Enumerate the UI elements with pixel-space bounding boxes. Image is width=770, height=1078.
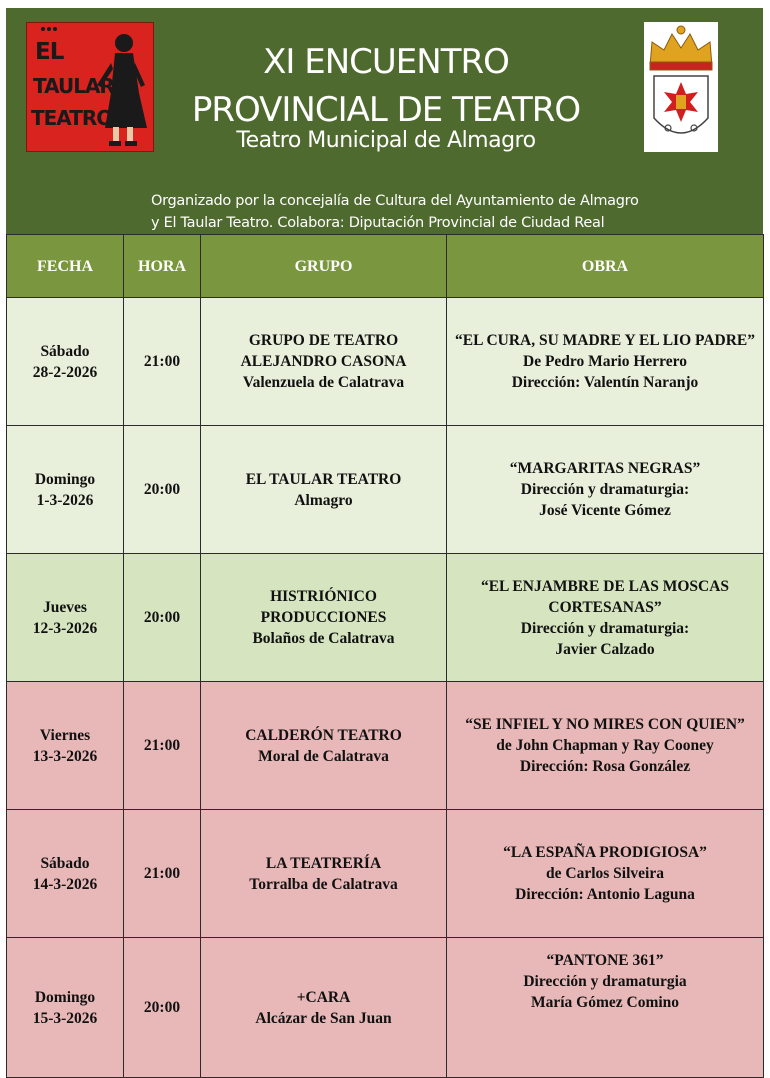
fecha-day: Domingo (34, 470, 96, 488)
obra-cell (447, 426, 764, 554)
grupo-cell (201, 426, 447, 554)
fecha-cell (7, 810, 124, 938)
grupo-line: Alcázar de San Juan (255, 1009, 392, 1027)
grupo-line: Valenzuela de Calatrava (242, 374, 405, 391)
fecha-cell (7, 682, 124, 810)
grupo-line: Torralba de Calatrava (249, 875, 398, 893)
grupo-line: Moral de Calatrava (258, 747, 389, 765)
obra-title: “LA ESPAÑA PRODIGIOSA” (503, 844, 707, 861)
table-header-row (7, 235, 764, 298)
poster-header (6, 8, 763, 235)
table-row (7, 682, 764, 810)
hora-cell: 20:00 (124, 426, 201, 554)
fecha-day: Viernes (39, 726, 91, 744)
grupo-cell (201, 938, 447, 1078)
obra-cell (447, 682, 764, 810)
fecha-date: 12-3-2026 (32, 619, 98, 637)
table-row (7, 554, 764, 682)
grupo-line: CALDERÓN TEATRO (245, 726, 402, 744)
organizer-line-1: Organizado por la concejalía de Cultura del Ayuntamiento de Almagro (151, 193, 639, 209)
grupo-line: ALEJANDRO CASONA (240, 353, 407, 370)
hora-cell: 21:00 (124, 682, 201, 810)
obra-line: Javier Calzado (555, 640, 655, 658)
fecha-date: 28-2-2026 (32, 363, 98, 381)
grupo-line: Bolaños de Calatrava (252, 630, 395, 647)
grupo-line: +CARA (296, 988, 351, 1006)
coat-of-arms-icon (644, 22, 718, 152)
fecha-cell (7, 554, 124, 682)
fecha-cell (7, 426, 124, 554)
grupo-line: HISTRIÓNICO (270, 588, 377, 605)
header-hora: HORA (124, 235, 201, 298)
obra-cell (447, 554, 764, 682)
header-obra: OBRA (447, 235, 764, 298)
obra-title: “EL ENJAMBRE DE LAS MOSCAS CORTESANAS” (480, 577, 730, 616)
obra-cell (447, 938, 764, 1078)
fecha-date: 13-3-2026 (32, 747, 98, 765)
poster-title (156, 38, 616, 134)
el-taular-teatro-logo (26, 22, 154, 152)
fecha-date: 1-3-2026 (36, 491, 94, 509)
hora-cell: 21:00 (124, 298, 201, 426)
schedule-table (6, 234, 764, 1078)
fecha-cell (7, 938, 124, 1078)
hora-cell: 20:00 (124, 938, 201, 1078)
obra-line: Dirección y dramaturgia: (520, 481, 690, 498)
obra-line: de John Chapman y Ray Cooney (496, 737, 714, 754)
fecha-date: 14-3-2026 (32, 875, 98, 893)
logo-text-taular: TAULAR (33, 74, 114, 98)
grupo-line: LA TEATRERÍA (265, 854, 382, 872)
title-line-2: PROVINCIAL DE TEATRO (191, 90, 581, 130)
fecha-day: Jueves (43, 598, 87, 616)
fecha-day: Sábado (40, 342, 90, 360)
organizer-line-2: y El Taular Teatro. Colabora: Diputación Provincial de Ciudad Real (151, 215, 605, 231)
title-line-1: XI ENCUENTRO (263, 42, 509, 82)
grupo-line: GRUPO DE TEATRO (248, 332, 399, 349)
obra-cell (447, 298, 764, 426)
grupo-line: PRODUCCIONES (260, 609, 387, 626)
obra-line: Dirección: Rosa González (519, 758, 691, 775)
organizer-note (151, 190, 711, 234)
grupo-cell (201, 554, 447, 682)
table-row (7, 426, 764, 554)
obra-title: “EL CURA, SU MADRE Y EL LIO PADRE” (455, 332, 755, 349)
logo-text-el: EL (35, 39, 64, 65)
fecha-date: 15-3-2026 (32, 1009, 98, 1027)
fecha-cell (7, 298, 124, 426)
grupo-cell (201, 810, 447, 938)
fecha-day: Sábado (40, 854, 90, 872)
obra-line: María Gómez Comino (530, 994, 680, 1011)
table-row (7, 938, 764, 1078)
obra-line: Dirección: Valentín Naranjo (511, 374, 699, 391)
grupo-cell (201, 682, 447, 810)
table-row (7, 298, 764, 426)
obra-line: José Vicente Gómez (539, 502, 671, 519)
hora-cell: 20:00 (124, 554, 201, 682)
obra-cell (447, 810, 764, 938)
poster-subtitle: Teatro Municipal de Almagro (236, 128, 536, 153)
almagro-coat-of-arms (644, 22, 718, 152)
obra-line: de Carlos Silveira (546, 865, 664, 882)
table-row (7, 810, 764, 938)
obra-line: Dirección y dramaturgia (523, 973, 687, 990)
obra-title: “MARGARITAS NEGRAS” (509, 460, 701, 477)
logo-text-teatro: TEATRO (31, 106, 113, 130)
hora-cell: 21:00 (124, 810, 201, 938)
obra-line: Dirección: Antonio Laguna (515, 886, 695, 903)
obra-title: “PANTONE 361” (546, 952, 664, 969)
obra-line: De Pedro Mario Herrero (523, 353, 687, 370)
grupo-line: EL TAULAR TEATRO (245, 470, 402, 488)
grupo-cell (201, 298, 447, 426)
header-fecha: FECHA (7, 235, 124, 298)
obra-line: Dirección y dramaturgia: (520, 619, 690, 637)
header-grupo: GRUPO (201, 235, 447, 298)
fecha-day: Domingo (34, 988, 96, 1006)
grupo-line: Almagro (294, 491, 353, 509)
obra-title: “SE INFIEL Y NO MIRES CON QUIEN” (465, 716, 745, 733)
